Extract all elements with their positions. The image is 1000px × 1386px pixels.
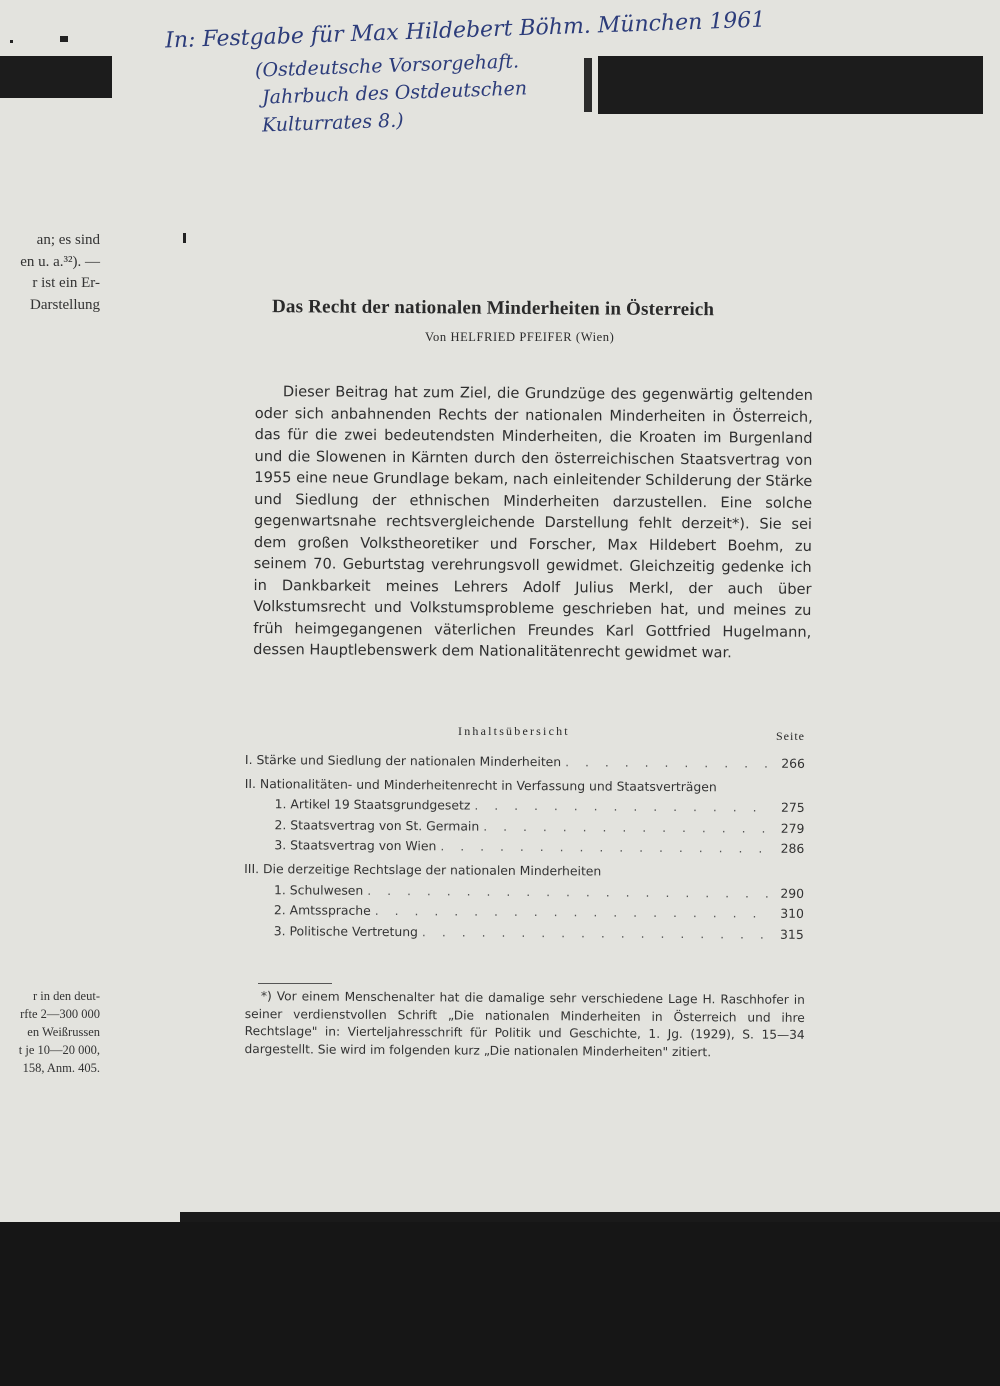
toc-leader-dots: [483, 818, 772, 835]
handwritten-note-line-3: Jahrbuch des Ostdeutschen: [261, 77, 528, 109]
scan-shadow-left: [0, 56, 112, 98]
footnote-rule: [258, 983, 332, 984]
fragment-line: en Weißrussen: [27, 1025, 100, 1039]
article-body: Dieser Beitrag hat zum Ziel, die Grundzüge des gegenwärtig geltenden oder sich anbahnenden Rechts der nationalen Minderheiten in Österreich, das für die zwei bedeutendsten Minderheiten, die Kroaten im Burgenland und die Slowenen in Kärnten durch den österreichischen Staatsvertrag von 1955 eine neue Grundlage bekam, nach einleitender Schilderung der Stärke und Siedlung der ethnischen Minderheiten darzustellen. Eine solche gegenwartsnahe rechtsvergleichende Darstellung fehlt derzeit*). Sie sei dem großen Volkstheoretiker und Forscher, Max Hildebert Boehm, zu seinem 70. Geburtstag verehrungsvoll gewidmet. Gleichzeitig gedenke ich in Dankbarkeit meines Lehrers Adolf Julius Merkl, der auch über Volkstumsrecht und Volkstumsprobleme geschrieben hat, und meines zu früh heimgegangenen väterlichen Freundes Karl Gottfried Hugelmann, dessen Hauptlebenswerk dem Nationalitätenrecht gewidmet war.: [253, 383, 813, 662]
toc-page-number: 290: [780, 885, 805, 901]
toc-item-label: 3. Staatsvertrag von Wien: [274, 837, 437, 854]
fragment-line: t je 10—20 000,: [18, 1043, 100, 1057]
fragment-line: rfte 2—300 000: [20, 1007, 100, 1021]
toc-page-label: Seite: [776, 729, 805, 743]
toc-page-number: 266: [781, 755, 805, 771]
toc-leader-dots: [565, 754, 773, 770]
toc-page-number: 275: [780, 799, 805, 816]
table-of-contents: [244, 752, 805, 947]
fragment-line: r ist ein Er-: [32, 275, 100, 291]
toc-leader-dots: [367, 882, 772, 900]
toc-item-label: 2. Staatsvertrag von St. Germain: [274, 816, 480, 834]
toc-page-number: 315: [780, 926, 804, 942]
toc-section-label: III. Die derzeitige Rechtslage der nationalen Minderheiten: [244, 860, 602, 879]
fragment-line: 158, Anm. 405.: [22, 1061, 100, 1075]
toc-leader-dots: [422, 924, 772, 941]
toc-leader-dots: [474, 798, 772, 815]
toc-leader-dots: [440, 839, 772, 856]
toc-item: [244, 837, 804, 862]
scan-speck: [60, 36, 68, 42]
previous-page-fragment-top: [0, 230, 100, 316]
article-byline: Von HELFRIED PFEIFER (Wien): [425, 330, 615, 344]
toc-item-label: 2. Amtssprache: [273, 902, 371, 919]
fragment-line: Darstellung: [30, 296, 100, 313]
toc-leader-dots: [375, 903, 772, 921]
handwritten-note-line-2: (Ostdeutsche Vorsorgehaft.: [254, 50, 520, 82]
toc-item-label: 3. Politische Vertretung: [273, 922, 419, 939]
toc-item-label: 1. Artikel 19 Staatsgrundgesetz: [274, 796, 471, 813]
scan-shadow-right: [598, 56, 983, 114]
fragment-line: en u. a.³²). —: [20, 253, 100, 270]
fragment-line: an; es sind: [36, 232, 100, 248]
toc-heading: Inhaltsübersicht: [458, 724, 570, 738]
scan-shadow-bottom: [0, 1222, 1000, 1386]
scan-speck: [183, 233, 186, 243]
fragment-line: r in den deut-: [33, 989, 100, 1003]
previous-page-fragment-bottom: [0, 987, 100, 1077]
toc-page-number: 279: [780, 820, 805, 836]
scan-shadow-edge: [584, 58, 592, 112]
article-title: Das Recht der nationalen Minderheiten in Österreich: [271, 296, 715, 321]
toc-section-1: [245, 752, 805, 777]
scan-speck: [10, 40, 13, 43]
toc-item: [244, 923, 804, 948]
footnote: *) Vor einem Menschenalter hat die damalige sehr verschiedene Lage H. Raschhofer in seiner verdienstvollen Schrift „Die nationalen Minderheiten in Österreich und ihre Rechtslage" in: Vierteljahresschrift für Politik und Geschichte, 1. Jg. (1929), S. 15—34 dargestellt. Sie wird im folgenden kurz „Die nationalen Minderheiten" zitiert.: [244, 989, 805, 1060]
toc-section-label: I. Stärke und Siedlung der nationalen Minderheiten: [244, 752, 562, 770]
toc-page-number: 310: [780, 905, 804, 922]
toc-section-label: II. Nationalitäten- und Minderheitenrecht in Verfassung und Staatsverträgen: [244, 775, 717, 794]
toc-page-number: 286: [780, 841, 805, 857]
handwritten-note-line-1: In: Festgabe für Max Hildebert Böhm. München 1961: [164, 7, 766, 54]
toc-item-label: 1. Schulwesen: [273, 881, 364, 898]
handwritten-note-line-4: Kulturrates 8.): [261, 109, 405, 137]
